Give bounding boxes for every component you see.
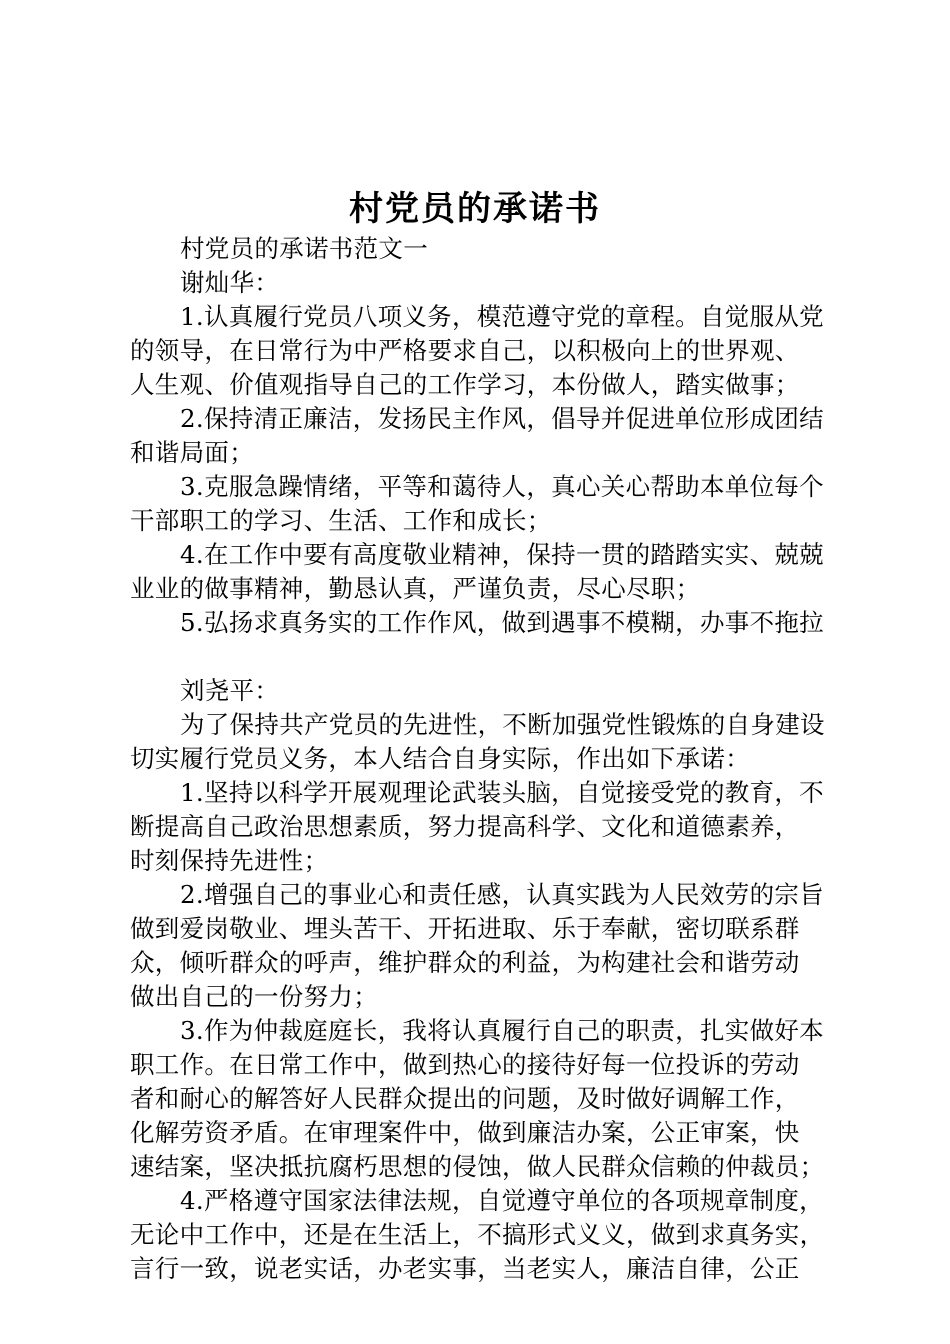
text-line: 时刻保持先进性； xyxy=(130,846,329,875)
text-line: 业业的做事精神，勤恳认真，严谨负责，尽心尽职； xyxy=(130,574,701,603)
text-line: 职工作。在日常工作中，做到热心的接待好每一位投诉的劳动 xyxy=(130,1050,800,1079)
text-line: 3.克服急躁情绪，平等和蔼待人，真心关心帮助本单位每个 xyxy=(180,472,824,501)
text-line: 2.保持清正廉洁，发扬民主作风，倡导并促进单位形成团结 xyxy=(180,404,824,433)
text-line: 和谐局面； xyxy=(130,438,254,467)
text-line: 速结案，坚决抵抗腐朽思想的侵蚀，做人民群众信赖的仲裁员； xyxy=(130,1152,825,1181)
text-line: 1.认真履行党员八项义务，模范遵守党的章程。自觉服从党 xyxy=(180,302,824,331)
text-line: 3.作为仲裁庭庭长，我将认真履行自己的职责，扎实做好本 xyxy=(180,1016,824,1045)
text-line: 1.坚持以科学开展观理论武装头脑，自觉接受党的教育，不 xyxy=(180,778,824,807)
text-line: 无论中工作中，还是在生活上，不搞形式义义，做到求真务实， xyxy=(130,1220,825,1249)
text-line: 做到爱岗敬业、埋头苦干、开拓进取、乐于奉献，密切联系群 xyxy=(130,914,800,943)
text-line: 5.弘扬求真务实的工作作风，做到遇事不模糊，办事不拖拉 xyxy=(180,608,824,637)
text-line: 的领导，在日常行为中严格要求自己，以积极向上的世界观、 xyxy=(130,336,800,365)
text-line: 2.增强自己的事业心和责任感，认真实践为人民效劳的宗旨 xyxy=(180,880,824,909)
document-title: 村党员的承诺书 xyxy=(349,189,601,229)
text-line: 4.在工作中要有高度敬业精神，保持一贯的踏踏实实、兢兢 xyxy=(180,540,824,569)
text-line: 做出自己的一份努力； xyxy=(130,982,378,1011)
text-line: 人生观、价值观指导自己的工作学习，本份做人，踏实做事； xyxy=(130,370,800,399)
text-line: 众，倾听群众的呼声，维护群众的利益，为构建社会和谐劳动 xyxy=(130,948,800,977)
text-line: 切实履行党员义务，本人结合自身实际，作出如下承诺： xyxy=(130,744,750,773)
text-line: 4.严格遵守国家法律法规，自觉遵守单位的各项规章制度， xyxy=(180,1186,824,1215)
text-line: 化解劳资矛盾。在审理案件中，做到廉洁办案，公正审案，快 xyxy=(130,1118,800,1147)
text-line: 者和耐心的解答好人民群众提出的问题，及时做好调解工作， xyxy=(130,1084,800,1113)
text-line: 刘尧平： xyxy=(180,676,280,705)
text-line: 干部职工的学习、生活、工作和成长； xyxy=(130,506,552,535)
text-line: 为了保持共产党员的先进性，不断加强党性锻炼的自身建设 xyxy=(180,710,825,739)
text-line: 谢灿华： xyxy=(180,268,280,297)
text-line: 言行一致，说老实话，办老实事，当老实人，廉洁自律，公正 xyxy=(130,1254,800,1283)
text-line: 断提高自己政治思想素质，努力提高科学、文化和道德素养， xyxy=(130,812,800,841)
subtitle-line: 村党员的承诺书范文一 xyxy=(180,234,428,263)
